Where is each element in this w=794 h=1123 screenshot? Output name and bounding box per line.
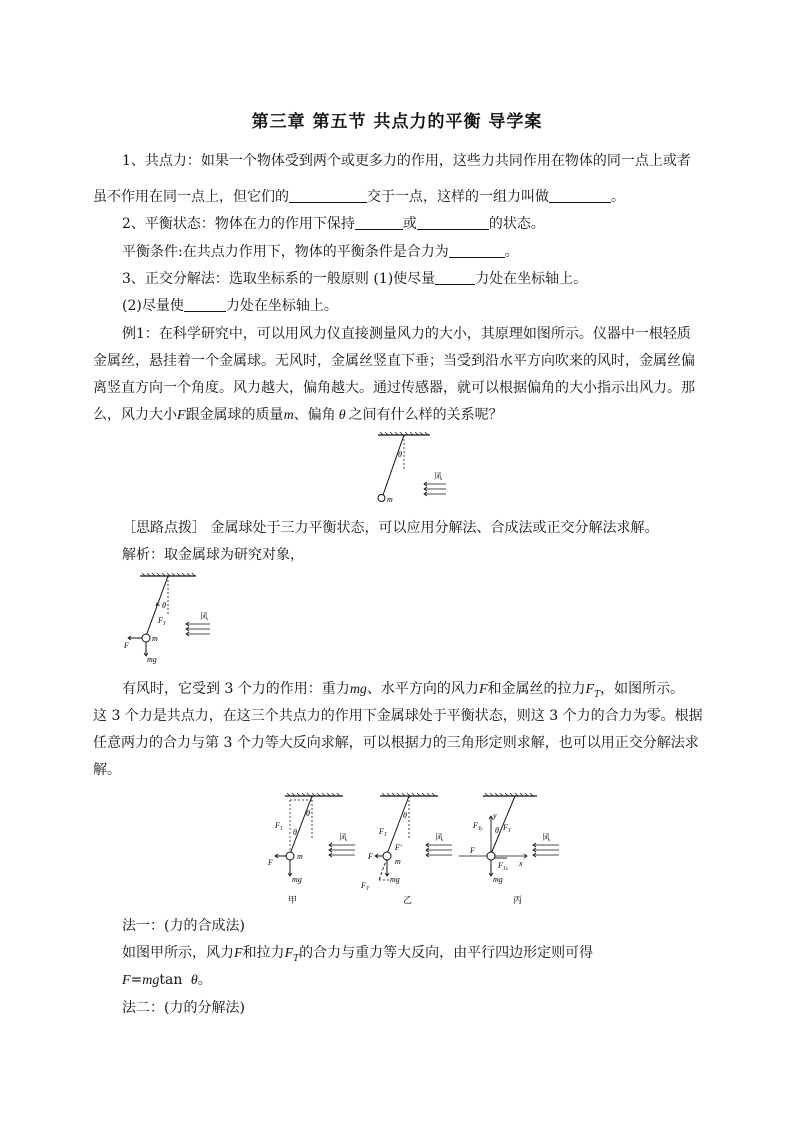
fig-label-Fprime: F′ — [395, 843, 402, 852]
example-line-3: 离竖直方向一个角度。风力越大，偏角越大。通过传感器，就可以根据偏角的大小指示出风力。那 — [93, 380, 695, 396]
sym: F — [473, 821, 478, 830]
sub: T′ — [365, 887, 370, 892]
fill-blank[interactable] — [355, 215, 403, 230]
fig-label-wind: 风 — [435, 833, 443, 842]
sub: T — [279, 827, 283, 832]
var-F: F — [177, 408, 186, 423]
fig-label-F: F — [124, 641, 129, 650]
fill-blank[interactable] — [417, 215, 489, 230]
fig-label-mg: mg — [147, 655, 157, 664]
fig-label-m: m — [395, 857, 401, 866]
diagram-yi — [360, 793, 452, 905]
var-FT: F — [585, 682, 595, 697]
text: 。 — [197, 972, 212, 988]
sym: F — [275, 821, 280, 830]
hint-line: ［思路点拨］ 金属球处于三力平衡状态，可以应用分解法、合成法或正交分解法求解。 — [122, 520, 659, 536]
sym: F — [379, 827, 384, 836]
text: 。 — [504, 244, 519, 260]
fig-label-wind: 风 — [339, 833, 347, 842]
fig-label-theta: θ — [293, 828, 297, 837]
para-line-3: 任意两力的合力与第 3 个力等大反向求解，可以根据力的三角形定则求解，也可以用正交分解法求 — [93, 735, 699, 751]
text: = — [130, 972, 143, 988]
text: 2、平衡状态：物体在力的作用下保持 — [122, 216, 355, 232]
page-title: 第三章 第五节 共点力的平衡 导学案 — [251, 112, 543, 132]
text: 的状态。 — [488, 216, 545, 232]
orthogonal-method-line-1 — [122, 269, 587, 289]
sym: F — [158, 616, 163, 625]
text: 、偏角 — [293, 407, 336, 423]
fig-label-theta: θ — [398, 450, 402, 459]
fig-label-FT — [502, 823, 512, 834]
fig-label-F: F — [268, 858, 273, 867]
figure-three-methods — [255, 788, 575, 906]
sub: Ty — [477, 827, 483, 832]
fig-label-y: y — [493, 811, 497, 820]
text: 或 — [402, 216, 417, 232]
text: 和金属丝的拉力 — [487, 681, 586, 697]
text: 力处在坐标轴上。 — [475, 271, 588, 287]
fig-label-theta: θ — [495, 826, 499, 835]
equilibrium-state-line — [122, 214, 545, 234]
text: 么，风力大小 — [93, 407, 177, 423]
text: 和拉力 — [242, 945, 285, 961]
para-line-1 — [122, 679, 684, 705]
text: (2)尽量使 — [122, 298, 184, 314]
method1-title: 法一：(力的合成法) — [122, 918, 245, 934]
var-m: m — [283, 408, 294, 423]
example-line-4 — [93, 405, 503, 426]
figure-pendulum — [370, 432, 460, 504]
definition-line-1: 1、共点力：如果一个物体受到两个或更多力的作用，这些力共同作用在物体的同一点上或者 — [122, 153, 691, 169]
fig-label-FTprime — [360, 881, 371, 892]
fig-label-FTy — [472, 821, 483, 832]
fill-blank[interactable] — [549, 188, 611, 203]
text: 跟金属球的质量 — [185, 407, 284, 423]
fig-label-mg: mg — [493, 875, 503, 884]
fig-label-F: F — [368, 852, 373, 861]
fig-label-FT — [157, 616, 167, 627]
subscript: T — [594, 689, 601, 700]
sub: T — [383, 833, 387, 838]
var-theta: θ — [190, 973, 198, 988]
text: 之间有什么样的关系呢？ — [348, 407, 503, 423]
text: 有风时，它受到 3 个力的作用：重力 — [122, 681, 350, 697]
text: 、水平方向的风力 — [366, 681, 479, 697]
caption-bing: 丙 — [513, 895, 523, 905]
fig-label-wind: 风 — [542, 833, 550, 842]
fig-label-m: m — [297, 852, 303, 861]
text: 3、正交分解法：选取坐标系的一般原则 (1)使尽量 — [122, 271, 436, 287]
text: 如图甲所示，风力 — [122, 945, 234, 961]
text: 平衡条件:在共点力作用下，物体的平衡条件是合力为 — [122, 244, 449, 260]
text: 交于一点，这样的一组力叫做 — [367, 189, 549, 205]
var-FT: F — [284, 946, 294, 961]
fig-label-theta: θ — [403, 811, 407, 820]
diagram-bing — [459, 793, 559, 905]
fig-label-FT — [378, 827, 388, 838]
para-line-2: 这 3 个力是共点力，在这三个共点力的作用下金属球处于平衡状态，则这 3 个力的合力为零。根据 — [93, 708, 703, 724]
fig-label-x: x — [519, 859, 523, 868]
fig-label-theta: θ — [162, 601, 166, 610]
sub: T — [507, 829, 511, 834]
text: ，如图所示。 — [600, 681, 685, 697]
equilibrium-condition-line — [122, 242, 519, 262]
example-line-2: 金属丝，悬挂着一个金属球。无风时，金属丝竖直下垂；当受到沿水平方向吹来的风时，金属丝偏 — [93, 353, 695, 369]
fig-label-F: F — [470, 846, 475, 855]
fig-label-m: m — [387, 495, 393, 504]
analysis-line: 解析：取金属球为研究对象， — [122, 547, 304, 563]
fig-label-FT — [274, 821, 284, 832]
var-F: F — [234, 946, 243, 961]
orthogonal-method-line-2 — [122, 296, 338, 316]
fill-blank[interactable] — [289, 188, 367, 203]
figure-force-diagram — [120, 572, 220, 664]
fig-label-wind: 风 — [200, 612, 208, 621]
example-line-1: 例1：在科学研究中，可以用风力仪直接测量风力的大小，其原理如图所示。仪器中一根轻质 — [122, 326, 691, 342]
diagram-jia — [267, 793, 355, 905]
sub: T — [162, 622, 166, 627]
para-line-4: 解。 — [93, 762, 121, 778]
fig-label-mg: mg — [390, 875, 400, 884]
fig-label-theta: θ — [306, 809, 310, 818]
var-mg: mg — [349, 682, 367, 697]
text: 力处在坐标轴上。 — [225, 298, 338, 314]
fill-blank[interactable] — [184, 297, 226, 312]
fig-label-mg: mg — [292, 875, 302, 884]
method1-equation — [122, 970, 212, 991]
caption-jia: 甲 — [288, 895, 298, 905]
fig-label-FTx — [497, 861, 509, 872]
sub: Tx — [502, 867, 508, 872]
text: 。 — [611, 189, 625, 205]
sym: F — [361, 881, 366, 890]
text: 的合力与重力等大反向，由平行四边形定则可得 — [299, 945, 594, 961]
var-theta: θ — [338, 408, 346, 423]
method2-title: 法二：(力的分解法) — [122, 1000, 245, 1016]
text: 虽不作用在同一点上，但它们的 — [93, 189, 289, 205]
var-mg: mg — [142, 973, 160, 988]
sym: F — [498, 861, 503, 870]
subscript: T — [293, 953, 300, 964]
text: tan — [159, 972, 187, 988]
fill-blank[interactable] — [449, 243, 505, 258]
method1-line — [122, 943, 593, 969]
fig-label-m: m — [152, 634, 158, 643]
fig-label-wind: 风 — [434, 472, 442, 481]
sym: F — [503, 823, 508, 832]
var-F: F — [478, 682, 488, 697]
fill-blank[interactable] — [435, 270, 475, 285]
var-F: F — [122, 973, 131, 988]
definition-line-2 — [93, 187, 625, 207]
caption-yi: 乙 — [403, 895, 413, 905]
